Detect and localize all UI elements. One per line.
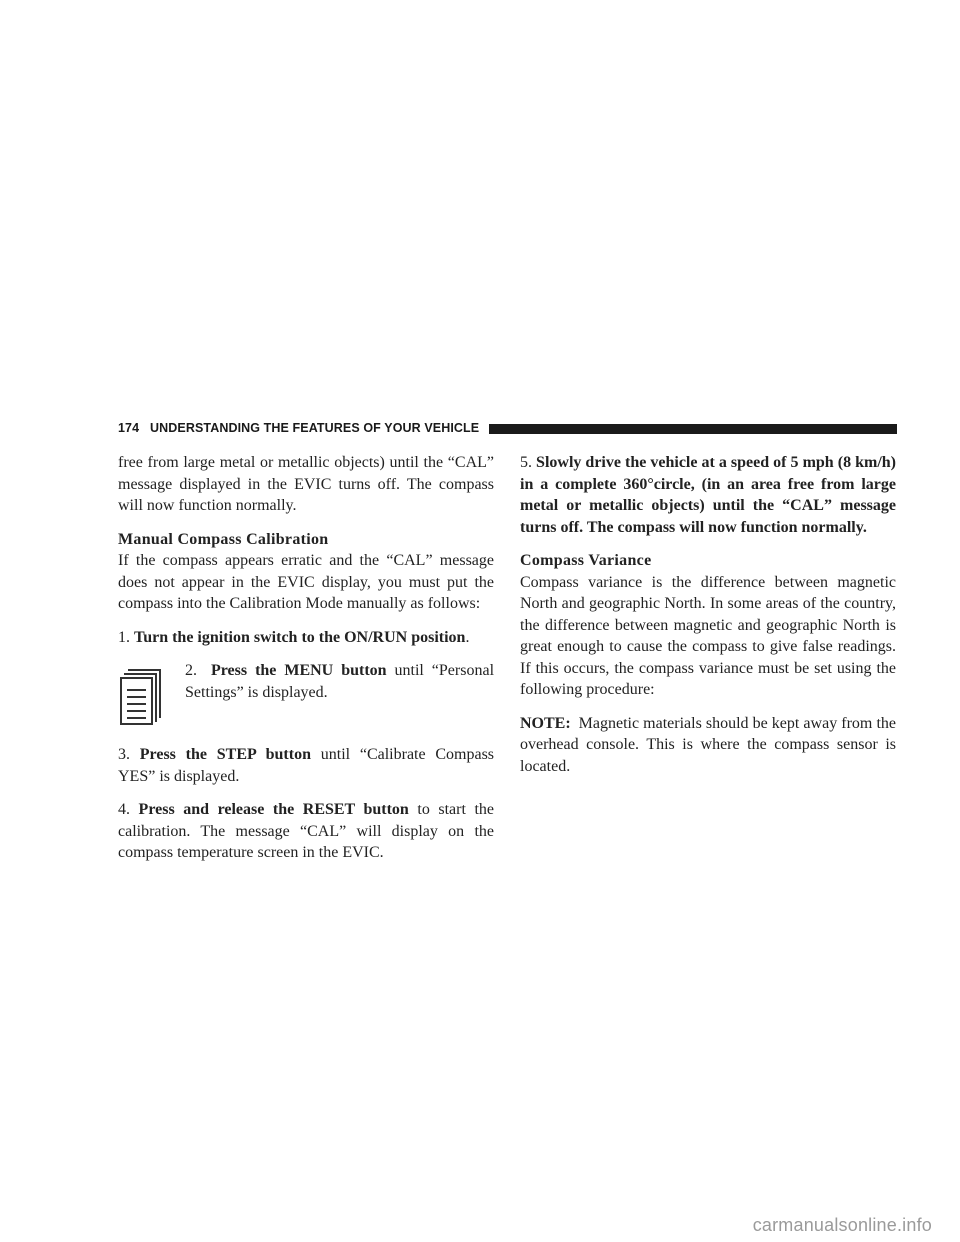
header-rule bbox=[489, 424, 897, 434]
intro-paragraph: free from large metal or metallic objects) until the “CAL” message displayed in the EVIC turns off. The compass will now function normally. bbox=[118, 454, 494, 514]
step-4-instruction: Press and release the RESET button bbox=[138, 801, 409, 818]
step-5-number: 5. bbox=[520, 454, 532, 471]
manual-calibration-body: If the compass appears erratic and the “CAL” message does not appear in the EVIC display, you must put the compass into the Calibration Mode manually as follows: bbox=[118, 552, 494, 612]
step-4-number: 4. bbox=[118, 801, 130, 818]
step-5-instruction: Slowly drive the vehicle at a speed of 5 mph (8 km/h) in a complete 360°circle, (in an area free from large metal or metallic objects) until the “CAL” message turns off. The compass will now function normally. bbox=[520, 454, 897, 536]
step-1-instruction: Turn the ignition switch to the ON/RUN position bbox=[134, 628, 466, 646]
watermark: carmanualsonline.info bbox=[752, 1215, 932, 1235]
page-number: 174 bbox=[118, 421, 140, 435]
note-paragraph bbox=[520, 713, 896, 778]
step-3-rest: until “Calibrate Compass YES” is displayed. bbox=[118, 746, 495, 785]
step-4-rest: to start the calibration. The message “CAL” will display on the compass temperature screen in the EVIC. bbox=[118, 801, 495, 861]
step-2-number: 2. bbox=[185, 662, 197, 679]
section-title: UNDERSTANDING THE FEATURES OF YOUR VEHICLE bbox=[150, 421, 480, 435]
step-4 bbox=[118, 799, 494, 864]
note-label: NOTE: bbox=[520, 714, 571, 732]
page-header bbox=[118, 420, 897, 440]
step-2-rest: until “Personal Settings” is displayed. bbox=[185, 662, 495, 701]
step-1-rest: . bbox=[465, 628, 470, 646]
left-column bbox=[118, 452, 494, 876]
step-3-instruction: Press the STEP button bbox=[139, 746, 311, 763]
manual-calibration-heading: Manual Compass Calibration bbox=[118, 530, 329, 548]
step-1-number: 1. bbox=[118, 628, 130, 646]
note-icon bbox=[120, 668, 162, 726]
step-2-text bbox=[185, 660, 494, 703]
step-1 bbox=[118, 627, 494, 649]
note-text: Magnetic materials should be kept away from the overhead console. This is where the compass sensor is located. bbox=[520, 714, 896, 775]
step-3-number: 3. bbox=[118, 746, 130, 763]
compass-variance-body: Compass variance is the difference between magnetic North and geographic North. In some areas of the country, the difference between magnetic and geographic North is great enough to cause the compass to give false readings. If this occurs, the compass variance must be set using the following procedure: bbox=[520, 573, 896, 698]
step-2 bbox=[118, 660, 494, 734]
step-2-instruction: Press the MENU button bbox=[210, 662, 387, 679]
right-column bbox=[520, 452, 896, 789]
compass-variance-heading: Compass Variance bbox=[520, 552, 652, 569]
step-5 bbox=[520, 452, 896, 538]
step-3 bbox=[118, 744, 494, 787]
